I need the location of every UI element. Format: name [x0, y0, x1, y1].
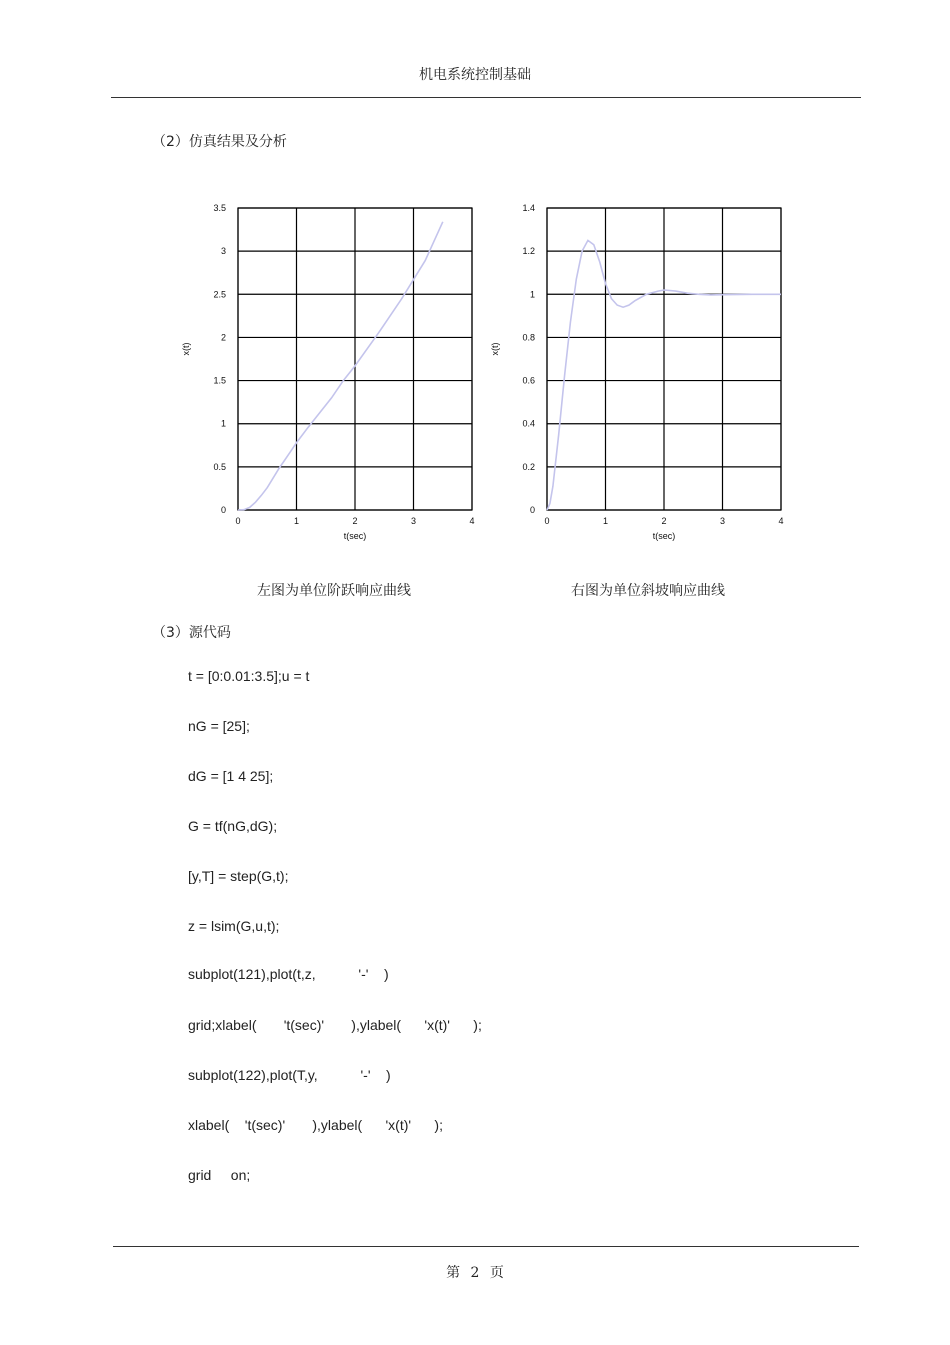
y-tick-label: 1 — [529, 289, 535, 300]
y-tick-label: 3.5 — [213, 203, 226, 213]
y-tick-label: 2.5 — [213, 289, 226, 300]
header-rule — [111, 97, 861, 98]
code-line: grid;xlabel( 't(sec)' ),ylabel( 'x(t)' ); — [188, 1017, 482, 1033]
x-tick-label: 2 — [661, 516, 667, 526]
y-tick-label: 0.8 — [522, 332, 535, 343]
x-tick-label: 1 — [293, 516, 300, 526]
code-line: xlabel( 't(sec)' ),ylabel( 'x(t)' ); — [188, 1117, 443, 1133]
y-tick-label: 1.5 — [213, 375, 226, 386]
caption-left: 左图为单位阶跃响应曲线 — [257, 583, 411, 599]
y-tick-label: 0.4 — [522, 418, 535, 429]
x-axis-label: t(sec) — [343, 531, 367, 541]
code-line: dG = [1 4 25]; — [188, 768, 274, 784]
x-tick-label: 0 — [235, 516, 241, 526]
code-line: nG = [25]; — [188, 718, 250, 734]
section-results-heading: （2）仿真结果及分析 — [152, 134, 287, 150]
x-axis-label: t(sec) — [652, 531, 676, 541]
code-line: G = tf(nG,dG); — [188, 818, 278, 834]
y-tick-label: 1.4 — [522, 203, 535, 213]
code-line: grid on; — [188, 1167, 251, 1183]
page-header-title: 机电系统控制基础 — [419, 67, 531, 83]
x-tick-label: 1 — [602, 516, 609, 526]
y-tick-label: 0.5 — [213, 461, 226, 472]
page-number: 2 — [470, 1265, 480, 1281]
x-tick-label: 0 — [544, 516, 550, 526]
y-tick-label: 0 — [220, 505, 226, 515]
code-line: subplot(121),plot(t,z, '-' ) — [188, 966, 389, 982]
x-tick-label: 3 — [719, 516, 726, 526]
ramp-response-chart — [489, 195, 789, 545]
page-footer — [0, 1262, 950, 1282]
y-tick-label: 1.2 — [522, 246, 535, 257]
footer-rule — [113, 1246, 859, 1247]
y-tick-label: 2 — [220, 332, 226, 343]
y-axis-label: x(t) — [181, 342, 191, 356]
section-code-heading: （3）源代码 — [152, 625, 231, 641]
footer-suffix: 页 — [489, 1265, 504, 1281]
y-axis-label: x(t) — [490, 342, 500, 356]
y-tick-label: 0 — [529, 505, 535, 515]
code-line: t = [0:0.01:3.5];u = t — [188, 668, 310, 684]
x-tick-label: 3 — [410, 516, 417, 526]
caption-right: 右图为单位斜坡响应曲线 — [571, 583, 725, 599]
step-response-chart — [180, 195, 480, 545]
y-tick-label: 0.6 — [522, 375, 535, 386]
y-tick-label: 3 — [220, 246, 226, 257]
code-line: subplot(122),plot(T,y, '-' ) — [188, 1067, 391, 1083]
x-tick-label: 4 — [778, 516, 784, 526]
y-tick-label: 1 — [220, 418, 226, 429]
code-line: [y,T] = step(G,t); — [188, 868, 289, 884]
code-line: z = lsim(G,u,t); — [188, 918, 280, 934]
footer-prefix: 第 — [446, 1265, 461, 1281]
y-tick-label: 0.2 — [522, 461, 535, 472]
x-tick-label: 4 — [469, 516, 475, 526]
x-tick-label: 2 — [352, 516, 358, 526]
